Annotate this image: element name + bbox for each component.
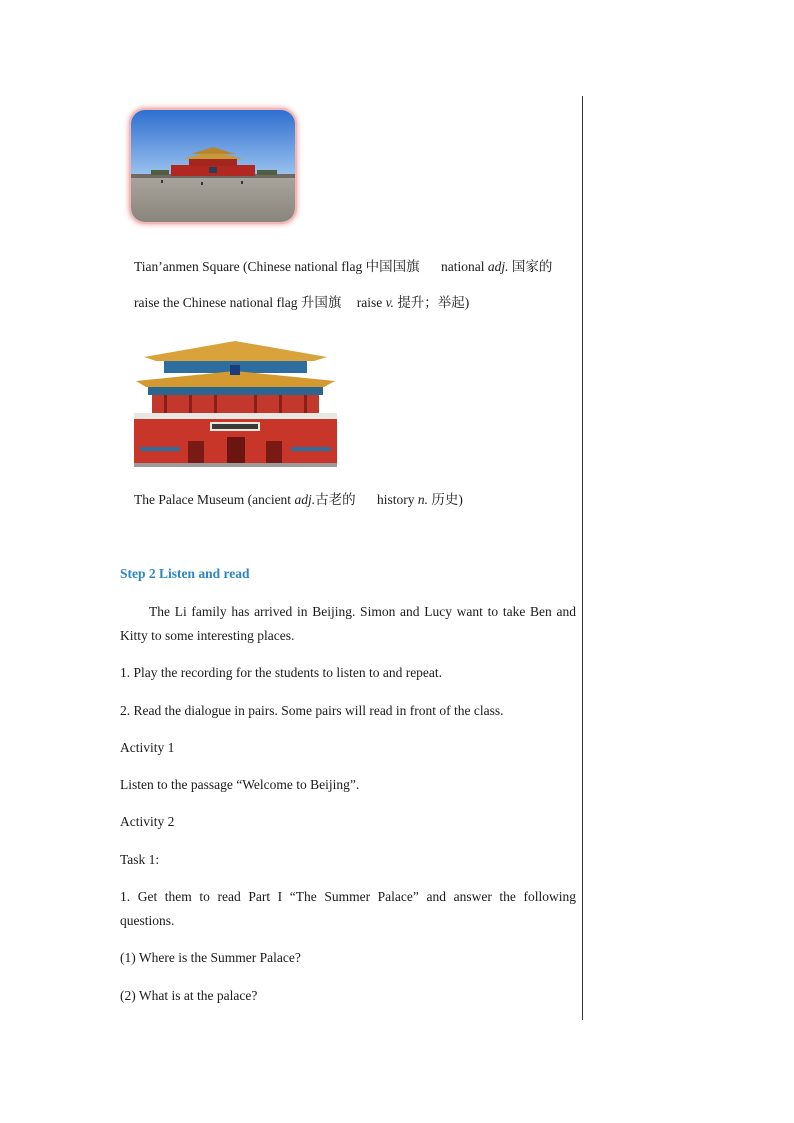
palace-museum-photo xyxy=(134,337,337,467)
caption-2-chinese: 升国旗 xyxy=(300,295,342,310)
question-1: (1) Where is the Summer Palace? xyxy=(120,950,301,965)
caption-2-pos: v. xyxy=(385,295,394,310)
question-2: (2) What is at the palace? xyxy=(120,988,258,1003)
caption-3-word: history xyxy=(376,492,415,507)
instruction-1: 1. Play the recording for the students to listen to and repeat. xyxy=(120,665,443,680)
activity-1-text: Listen to the passage “Welcome to Beijing”. xyxy=(120,777,360,792)
tiananmen-photo xyxy=(131,110,295,222)
task-1-label: Task 1: xyxy=(120,852,160,867)
caption-2-text: raise the Chinese national flag xyxy=(134,295,298,310)
caption-3-meaning-1: 古老的 xyxy=(315,492,356,507)
caption-1-text: Tian’anmen Square (Chinese national flag xyxy=(134,259,363,274)
caption-3-text: The Palace Museum (ancient xyxy=(134,492,292,507)
caption-1-pos: adj. xyxy=(487,259,509,274)
caption-1-word: national xyxy=(440,259,485,274)
caption-2-word: raise xyxy=(356,295,383,310)
caption-line-3 xyxy=(134,491,463,509)
activity-2-label: Activity 2 xyxy=(120,814,175,829)
caption-3-meaning-2: 历史) xyxy=(431,492,463,507)
step2-heading: Step 2 Listen and read xyxy=(120,566,250,581)
caption-line-2 xyxy=(134,294,469,312)
caption-line-1 xyxy=(134,258,552,276)
task-1-instruction: 1. Get them to read Part I “The Summer Palace” and answer the following questions. xyxy=(120,889,576,928)
caption-3-pos-2: n. xyxy=(417,492,428,507)
caption-2-meaning: 提升；举起) xyxy=(397,295,470,310)
instruction-2: 2. Read the dialogue in pairs. Some pairs will read in front of the class. xyxy=(120,703,504,718)
caption-3-pos-1: adj. xyxy=(294,492,316,507)
activity-1-label: Activity 1 xyxy=(120,740,175,755)
margin-rule xyxy=(582,96,583,1020)
caption-1-meaning: 国家的 xyxy=(511,259,553,274)
caption-1-chinese: 中国国旗 xyxy=(365,259,420,274)
intro-paragraph: The Li family has arrived in Beijing. Simon and Lucy want to take Ben and Kitty to some interesting places. xyxy=(120,604,576,643)
